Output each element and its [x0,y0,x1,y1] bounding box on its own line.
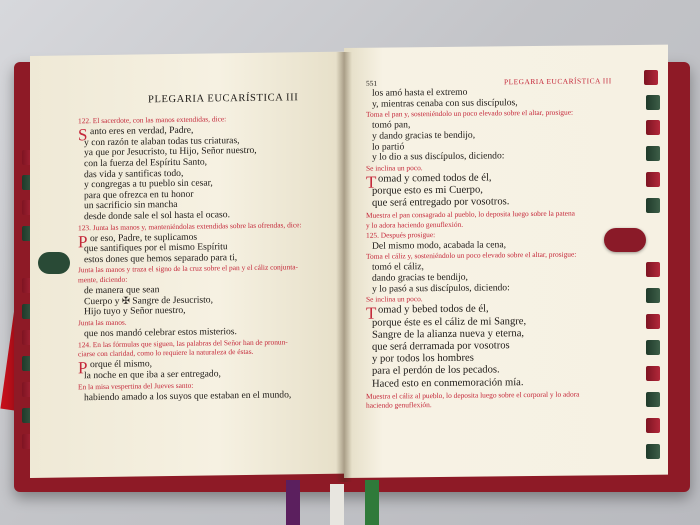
running-head: PLEGARIA EUCARÍSTICA III [504,76,612,87]
right_page-line: Muestra el pan consagrado al pueblo, lo deposita luego sobre la patena [366,208,575,221]
purple-ribbon [286,480,300,525]
right_page-line: T [366,303,377,324]
left_page-line: Hijo tuyo y Señor nuestro, [84,305,186,318]
right_page-line: haciendo genuflexión. [366,400,432,411]
left_page-line: P [78,231,88,251]
left_page-line: Junta las manos y traza el signo de la cruz sobre el pan y el cáliz conjunta- [78,262,298,275]
left_page-line: anto eres en verdad, Padre, [90,124,194,138]
left_page-line: estos dones que hemos separado para ti, [84,251,238,266]
right_page-line: y por todos los hombres [372,352,474,365]
right_page-line: 125. Después prosigue: [366,229,436,240]
right_page-line: y lo adora haciendo genuflexión. [366,219,464,230]
left_page-line: y congregas a tu pueblo sin cesar, [84,177,213,191]
left_page-line: que nos mandó celebrar estos misterios. [84,326,237,340]
left_page-line: que santifiques por el mismo Espíritu [84,241,228,255]
right_page-line: lo partió [372,140,405,153]
left-page-title: PLEGARIA EUCARÍSTICA III [148,92,299,106]
right_page-line: Toma el cáliz y, sosteniéndolo un poco elevado sobre el altar, prosigue: [366,249,577,262]
right_page-line: Sangre de la alianza nueva y eterna, [372,327,525,341]
left_page-line: mente, diciendo: [78,274,128,285]
left_page-line: y con razón te alaban todas tus criaturas, [84,134,240,148]
left_page-line: desde donde sale el sol hasta el ocaso. [84,209,230,223]
right_page-line: tomó pan, [372,119,411,132]
right_page-line: y, mientras cenaba con sus discípulos, [372,96,518,110]
right_page-line: que será entregado por vosotros. [372,196,510,209]
right_page-line: Se inclina un poco. [366,294,423,304]
left_page-line: S [78,125,88,145]
left_page-line: Cuerpo y ✠ Sangre de Jesucristo, [84,294,214,307]
left_page-line: un sacrificio sin mancha [84,199,178,212]
right-page [344,45,668,478]
right_page-line: los amó hasta el extremo [372,86,468,99]
left-page [30,52,344,478]
left_page-line: 123. Junta las manos y, manteniéndolas extendidas sobre las ofrendas, dice: [78,219,302,232]
green-ribbon [365,480,379,525]
right_page-line: y lo pasó a sus discípulos, diciendo: [372,281,510,295]
left_page-line: con la fuerza del Espíritu Santo, [84,156,208,170]
bookmark-clip [604,228,646,252]
right_page-line: para el perdón de los pecados. [372,364,500,378]
right_page-line: Del mismo modo, acabada la cena, [372,238,506,252]
left_page-line: para que ofrezca en tu honor [84,188,194,201]
right_page-line: Toma el pan y, sosteniéndolo un poco elevado sobre el altar, prosigue: [366,107,574,119]
right_page-line: que será derramada por vosotros [372,340,510,353]
right_page-line: tomó el cáliz, [372,261,424,274]
left_page-line: P [78,358,88,378]
left_page-line: 124. En las fórmulas que siguen, las palabras del Señor han de pronun- [78,336,288,349]
left_page-line: 122. El sacerdote, con las manos extendidas, dice: [78,114,227,126]
right_page-line: Se inclina un poco. [366,162,423,173]
right_page-line: porque esto es mi Cuerpo, [372,184,483,197]
right_page-line: y lo dio a sus discípulos, diciendo: [372,150,505,163]
left_page-line: das vida y santificas todo, [84,167,184,180]
right_page-line: T [366,172,377,192]
left_page-line: la noche en que iba a ser entregado, [84,368,221,382]
left_page-line: habiendo amado a los suyos que estaban en el mundo, [84,388,292,403]
right_page-line: porque éste es el cáliz de mi Sangre, [372,315,527,329]
right_page-line: omad y comed todos de él, [378,172,492,185]
left_page-line: de manera que sean [84,284,160,297]
right_page-line: Muestra el cáliz al pueblo, lo deposita luego sobre el corporal y lo adora [366,389,580,401]
left_page-line: En la misa vespertina del Jueves santo: [78,380,194,391]
left_page-line: ya que por Jesucristo, tu Hijo, Señor nuestro, [84,145,257,159]
page-number: 551 [366,78,378,88]
book-gutter [336,52,352,482]
left_page-line: ciarse con claridad, como lo requiere la naturaleza de éstas. [78,347,254,359]
right_page-line: omad y bebed todos de él, [378,303,489,316]
bookmark-clip-left [38,252,70,274]
left_page-line: orque él mismo, [90,358,153,371]
white-ribbon [330,484,344,525]
left_page-line: or eso, Padre, te suplicamos [90,231,198,244]
right_page-line: Haced esto en conmemoración mía. [372,376,524,390]
right_page-line: dando gracias te bendijo, [372,271,468,284]
right_page-line: y dando gracias te bendijo, [372,129,476,142]
left_page-line: Junta las manos. [78,317,127,328]
